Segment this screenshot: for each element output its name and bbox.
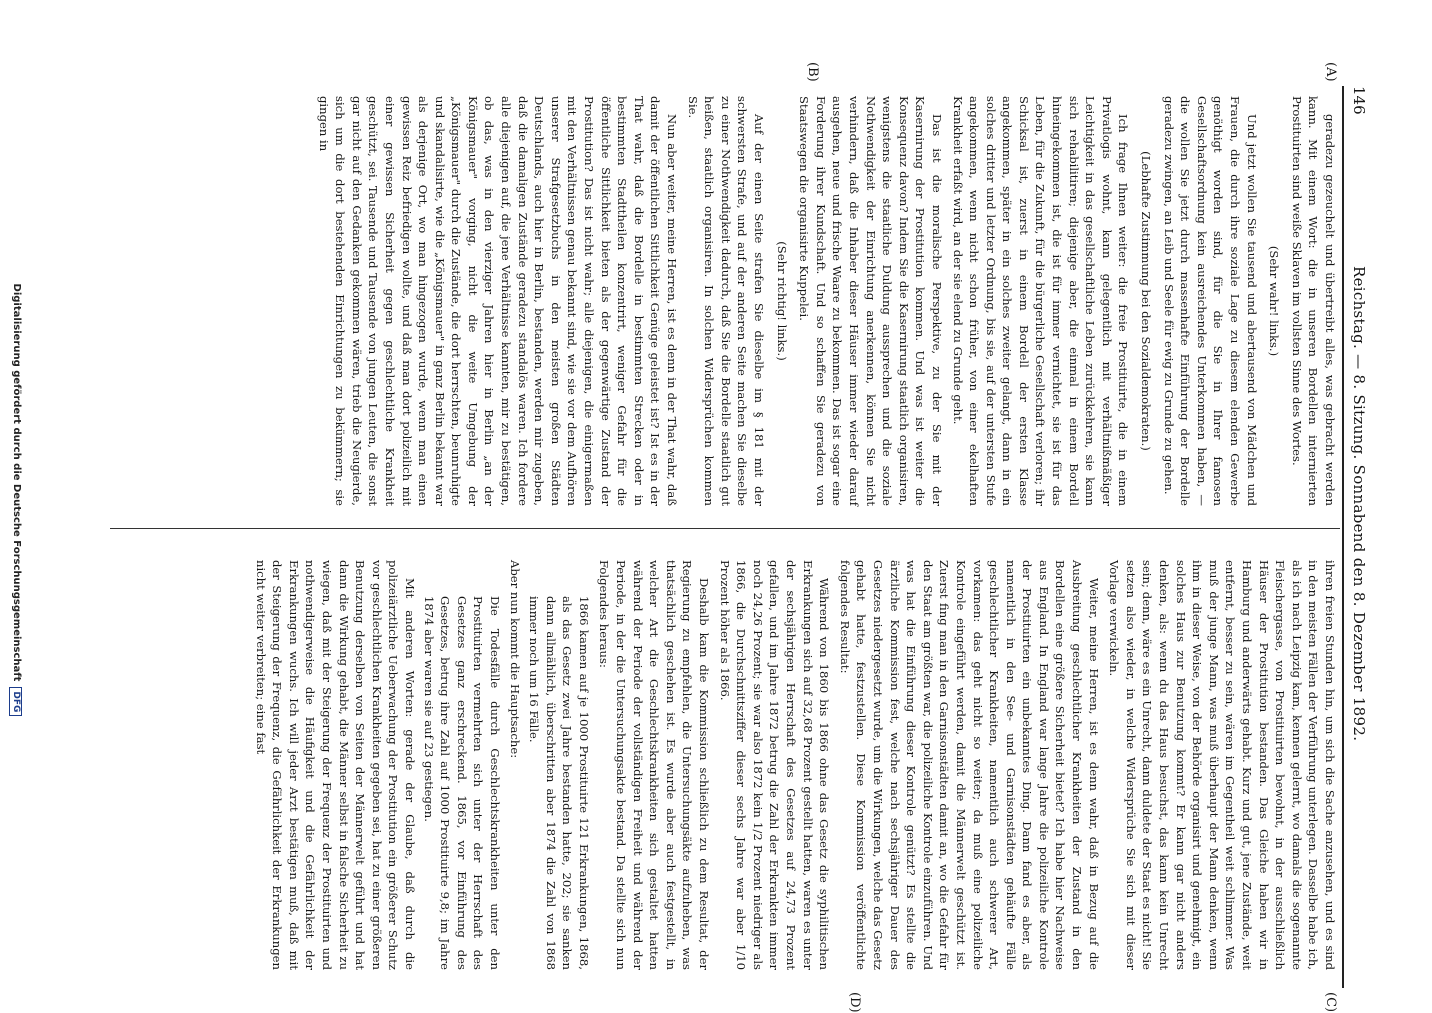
digitization-credit <box>6 0 22 1000</box>
column-divider <box>110 528 1340 529</box>
paragraph: geradezu gezeuchelt und übertreibt alles, was gebracht werden kann. Mit einem Wort: die in unseren Bordellen internierten Prostituirten sind weiße Sklaven im vollsten Sinne des Wortes. <box>1289 96 1337 506</box>
dfg-logo: DFG <box>9 687 22 716</box>
header-rule <box>1342 86 1344 988</box>
paragraph: Ich frage Ihnen weiter: die freie Prostituirte, die in einem Privatlogis wohnt, kann gelegentlich mit verhältnißmäßiger Leichtigkeit in das gesellschaftliche Leben zurückkehren, sie kann sich rehabilitiren; diejenige aber, die einmal in einem Bordell hineingekommen ist, die ist für immer vernichtet, sie ist für das Leben, für die Zukunft, für die bürgerliche Gesellschaft verloren; ihr Schicksal ist, zuerst in einem Bordell der ersten Klasse angekommen, später in ein solches zweiter gelangt, dann in ein solches dritter und letzter Ordnung, bis sie, auf der untersten Stufe angekommen, wenn nicht schon früher, von einer ekelhaften Krankheit erfaßt wird, an der sie elend zu Grunde geht. <box>950 96 1131 506</box>
paragraph: Weiter, meine Herren, ist es denn wahr, daß in Bezug auf die Ausbreitung geschlechtlicher Krankheiten der Zustand in den Bordellen eine größere Sicherheit bietet? Ich habe hier Nachweise aus England. In England war lange Jahre die polizeiliche Kontrole der Prostituirten ein unbekanntes Ding. Dann fand es aber, als namentlich in den See- und Garnisonstädten gehäufte Fälle geschlechtlicher Krankheiten, namentlich auch schwerer Art, vorkamen: das geht nicht so weiter; da muß eine polizeiliche Kontrole eingeführt werden, damit die Männerwelt geschützt ist. Zuerst fing man in den Garnisonstädten damit an, wo die Gefahr für den Staat am größten war, die polizeiliche Kontrole einzuführen. Und was hat die Einführung dieser Kontrole genützt? Es stellte die ärztliche Kommission fest, welche nach sechsjähriger Dauer des Gesetzes niedergesetzt wurde, um die Wirkungen, welche das Gesetz gehabt hatte, festzustellen. Diese Kommission veröffentlichte folgendes Resultat: <box>837 560 1101 970</box>
paragraph: Nun aber weiter, meine Herren, ist es denn in der That wahr, daß damit der öffentlichen Sittlichkeit Genüge geleistet ist? Ist es in der That wahr, daß die Bordelle in bestimmten Strecken oder in bestimmten Stadttheilen konzentrirt, weniger Gefahr für die öffentliche Sittlichkeit bieten als der gegenwärtige Zustand der Prostitution? Das ist nicht wahr; alle diejenigen, die einigermaßen mit den Verhältnissen genau bekannt sind, wie sie vor dem Aufhören unserer Strafgesetzbuchs in den meisten großen Städten Deutschlands, auch hier in Berlin, bestanden, werden mir zugeben, daß die damaligen Zustände geradezu standalös waren. Ich fordere alle diejenigen auf, die jene Verhältnisse kannten, mir zu bestätigen, ob das, was in den vierziger Jahren hier in Berlin „an der Königsmauer" vorging, nicht die weite Umgebung der „Königsmauer" durch die Zustände, die dort herrschten, beunruhigte und skandalisirte, wie die „Königsmauer" in ganz Berlin bekannt war als derjenige Ort, wo man hingezogen wurde, wenn man einen gewissen Reiz befriedigen wollte, und daß man dort polizeilich mit einer gewissen Sicherheit gegen geschlechtliche Krankheit geschützt, sei. Tausende und Tausende von jungen Leuten, die sonst gar nicht auf den Gedanken gekommen wären, trieb die Neugierde, sich um die dort bestehenden Einrichtungen zu bekümmern; sie gingen in <box>316 96 680 506</box>
interjection: (Sehr wahr! links.) <box>1267 245 1282 357</box>
paragraph: ihren freien Stunden hin, um sich die Sache anzusehen, und es sind in den meisten Fällen der Verführung unterlegen. Dasselbe habe ich, als ich nach Leipzig kam, kennen gelernt, wo damals die sogenannte Fleischergasse, von Prostituirten bewohnt, in der ausschließlich Häuser der Prostitution bestanden. Das Gleiche haben wir in Hamburg und anderwärts gehabt. Kurz und gut, jene Zustände, weit entfernt, besser zu sein, wären im Gegentheil weit schlimmer. Was muß der junge Mann, was muß überhaupt der Mann denken, wenn ihm in dieser Weise, von der Behörde organisirt und genehmigt, ein solches Haus zur Benutzung kommt? Er kann gar nicht anders denken, als: wenn du das Haus besuchst, das kann kein Unrecht sein; denn, wäre es ein Unrecht, dann duldete der Staat es nicht! Sie setzen also wieder, in welche Widersprüche Sie sich mit dieser Vorlage verwickeln. <box>1107 560 1337 970</box>
right-column <box>118 560 1338 970</box>
margin-mark-a: (A) <box>1323 62 1338 82</box>
paragraph: Aber nun kommt die Hauptsache: <box>508 560 523 759</box>
interjection: (Sehr richtig! links.) <box>774 241 789 361</box>
paragraph: Mit anderen Worten: gerade der Glaube, daß durch die polizeiärztliche Ueberwachung der Prostitution ein größerer Schutz vor geschlechtlichen Krankheiten gegeben sei, hat zu einer größeren Benutzung derselben von Seiten der Männerwelt geführt und hat dann die Wirkung gehabt, die Männer selbst in falsche Sicherheit zu wiegen, daß mit der Steigerung der Frequenz der Prostituirten und nothwendigerweise die Häufigkeit und die Gefährlichkeit der Erkrankungen wuchs. Ich will jeder Arzt bestätigen muß, daß mit der Steigerung der Frequenz, die Gefährlichkeit der Erkrankungen nicht weiter verbreiten; eine fast <box>253 560 417 970</box>
margin-mark-d: (D) <box>847 992 862 1013</box>
margin-mark-c: (C) <box>1323 992 1338 1013</box>
page-header <box>1346 86 1372 988</box>
running-head: Reichstag. — 8. Sitzung. Sonnabend den 8. Dezember 1892. <box>1350 266 1368 742</box>
paragraph: Die Todesfälle durch Geschlechtskrankheiten unter den Prostituirten vermehrten sich unter der Herrschaft des Gesetzes ganz erschreckend. 1865, vor Einführung des Gesetzes, betrug ihre Zahl auf 1000 Prostituirte 9,8; im Jahre 1874 aber waren sie auf 23 gestiegen. <box>421 596 502 970</box>
credit-text: Digitalisierung gefördert durch die Deutsche Forschungsgemeinschaft <box>11 283 22 682</box>
paragraph: Das ist die moralische Perspektive, zu der Sie mit der Kasernirung der Prostitution kommen. Und was ist weiter die Konsequenz davon? Indem Sie die Kasernirung staatlich organisiren, wenigstens die staatliche Duldung aussprechen und die soziale Nothwendigkeit der Einrichtung anerkennen, können Sie nicht verhindern, daß die Inhaber dieser Häuser immer wieder darauf ausgehen, neue und frische Waare zu bekommen. Das ist sogar eine Forderung ihrer Kundschaft. Und so schaffen Sie geradezu von Staatswegen die organisirte Kuppelei. <box>797 96 944 506</box>
margin-mark-b: (B) <box>805 62 820 82</box>
paragraph: Während von 1860 bis 1866 ohne das Gesetz die syphilitischen Erkrankungen sich auf 32,68 Prozent gestellt hatten, waren es unter der sechsjährigen Herrschaft des Gesetzes auf 24,73 Prozent gefallen, und im Jahre 1872 betrug die Zahl der Erkrankten immer noch 24,26 Prozent; sie war also 1872 kein 1/2 Prozent niedriger als 1866, die Durchschnittsziffer dieser sechs Jahre war aber 1/10 Prozent höher als 1866. <box>717 560 832 970</box>
page-number: 146 <box>1350 86 1368 115</box>
paragraph: Auf der einen Seite strafen Sie dieselbe im § 181 mit der schwersten Strafe, und auf der anderen Seite machen Sie dieselbe zu einer Nothwendigkeit dadurch, daß Sie die Bordelle staatlich gut heißen, staatlich organisiren. In solchen Widersprüchen kommen Sie. <box>685 96 766 506</box>
paragraph: Und jetzt wollen Sie tausend und abertausend von Mädchen und Frauen, die durch ihre soziale Lage zu diesem elenden Gewerbe genöthigt worden sind, für die Sie in Ihrer famosen Gesellschaftsordnung kein ausreichendes Unterkommen haben, — die wollen Sie jetzt durch massenhafte Einführung der Bordelle geradezu zwingen, an Leib und Seele für ewig zu Grunde zu gehen. <box>1161 96 1259 506</box>
paragraph: Deshalb kam die Kommission schließlich zu dem Resultat, der Regierung zu empfehlen, die Untersuchungsäkte aufzuheben, was thatsächlich geschehen ist. Es wurde aber auch festgestellt, in welcher Art die Geschlechtskrankheiten sich gestaltet hatten während der Periode der vollständigen Freiheit und während der Periode, in der die Untersuchungsakte bestand. Da stellte sich nun Folgendes heraus: <box>597 560 712 970</box>
interjection: (Lebhafte Zustimmung bei den Sozialdemokraten.) <box>1139 151 1154 451</box>
left-column <box>118 96 1338 506</box>
paragraph: 1866 kamen auf je 1000 Prostituirte 121 Erkrankungen, 1868, als das Gesetz zwei Jahre bestanden hatte, 202; sie sanken dann allmählich, überschritten aber 1874 die Zahl von 1868 immer noch um 16 Fälle. <box>527 596 591 970</box>
